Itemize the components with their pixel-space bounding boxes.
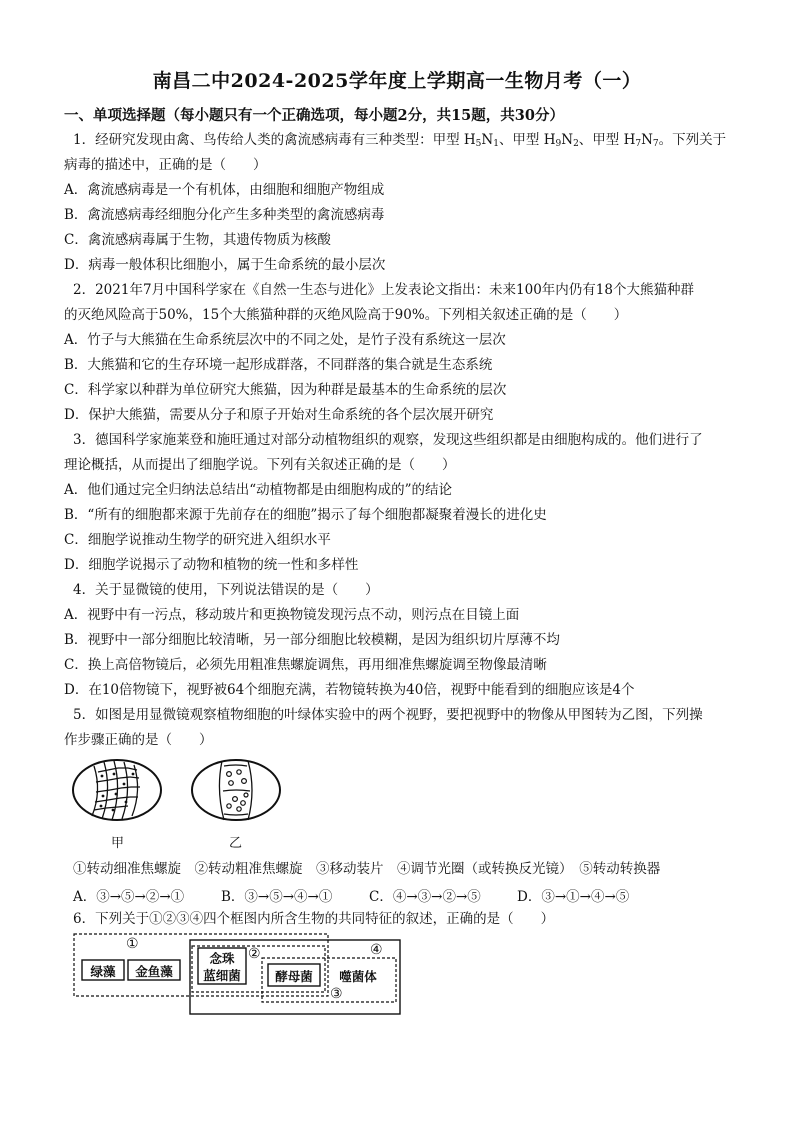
q3-option-b: B．“所有的细胞都来源于先前存在的细胞”揭示了每个细胞都凝聚着漫长的进化史	[64, 507, 547, 523]
q1-stem-line1: 1．经研究发现由禽、鸟传给人类的禽流感病毒有三种类型：甲型 $H_5N_1$、甲型 $H_9N_2$、甲型 $H_7N_7$。下列关于	[73, 132, 727, 149]
frame-number-4: ④	[370, 942, 383, 958]
frame-number-2: ②	[248, 946, 261, 962]
figure-label-yi: 乙	[229, 836, 243, 851]
organism-frame-diagram	[72, 932, 402, 1016]
q4-option-a: A．视野中有一污点，移动玻片和更换物镜发现污点不动，则污点在目镜上面	[64, 607, 520, 623]
q4-option-c: C．换上高倍物镜后，必须先用粗准焦螺旋调焦，再用细准焦螺旋调至物像最清晰	[64, 657, 547, 673]
section-heading: 一、单项选择题（每小题只有一个正确选项，每小题2分，共15题，共30分）	[64, 107, 564, 124]
label-jinyuzao: 金鱼藻	[135, 964, 173, 979]
q4-stem: 4．关于显微镜的使用，下列说法错误的是（ ）	[73, 582, 379, 598]
q5-steps: ①转动细准焦螺旋 ②转动粗准焦螺旋 ③移动装片 ④调节光圈（或转换反光镜） ⑤转动转换器	[73, 861, 661, 877]
q2-option-d: D．保护大熊猫，需要从分子和原子开始对生命系统的各个层次展开研究	[64, 407, 494, 423]
q1-stem-line2: 病毒的描述中，正确的是（ ）	[64, 157, 267, 173]
q1-option-d: D．病毒一般体积比细胞小，属于生命系统的最小层次	[64, 257, 386, 273]
label-lvzao: 绿藻	[90, 964, 116, 979]
q2-option-c: C．科学家以种群为单位研究大熊猫，因为种群是最基本的生命系统的层次	[64, 382, 507, 398]
page-title: 南昌二中2024-2025学年度上学期高一生物月考（一）	[152, 70, 642, 92]
q1-option-a: A．禽流感病毒是一个有机体，由细胞和细胞产物组成	[64, 182, 385, 198]
label-nianzhu: 念珠	[209, 951, 235, 966]
figure-label-jia: 甲	[111, 836, 125, 851]
q3-stem-line1: 3．德国科学家施莱登和施旺通过对部分动植物组织的观察，发现这些组织都是由细胞构成的。他们进行了	[73, 432, 703, 448]
q5-options	[73, 885, 713, 905]
q3-option-d: D．细胞学说揭示了动物和植物的统一性和多样性	[64, 557, 359, 573]
q6-stem: 6．下列关于①②③④四个框图内所含生物的共同特征的叙述，正确的是（ ）	[73, 911, 555, 927]
frame-number-1: ①	[126, 936, 139, 952]
q5-option-c: C．④→③→②→⑤	[369, 889, 481, 905]
q2-stem-line1: 2．2021年7月中国科学家在《自然一生态与进化》上发表论文指出：未来100年内仍有18个大熊猫种群	[73, 282, 694, 298]
q5-option-a: A．③→⑤→②→①	[73, 889, 185, 905]
label-jiaomujun: 酵母菌	[275, 969, 313, 984]
label-shijunti: 噬菌体	[339, 969, 377, 984]
q1-option-c: C．禽流感病毒属于生物，其遗传物质为核酸	[64, 232, 331, 248]
q2-stem-line2: 的灭绝风险高于50%，15个大熊猫种群的灭绝风险高于90%。下列相关叙述正确的是（ ）	[64, 307, 628, 323]
microscope-views-illustration	[72, 756, 282, 826]
q4-option-b: B．视野中一部分细胞比较清晰，另一部分细胞比较模糊，是因为组织切片厚薄不均	[64, 632, 560, 648]
q5-stem-line1: 5．如图是用显微镜观察植物细胞的叶绿体实验中的两个视野，要把视野中的物像从甲图转为乙图，下列操	[73, 707, 703, 723]
q1-option-b: B．禽流感病毒经细胞分化产生多种类型的禽流感病毒	[64, 207, 385, 223]
q3-stem-line2: 理论概括，从而提出了细胞学说。下列有关叙述正确的是（ ）	[64, 457, 456, 473]
frame-number-3: ③	[330, 986, 343, 1002]
q3-option-c: C．细胞学说推动生物学的研究进入组织水平	[64, 532, 331, 548]
q5-option-d: D．③→①→④→⑤	[517, 889, 630, 905]
q2-option-b: B．大熊猫和它的生存环境一起形成群落，不同群落的集合就是生态系统	[64, 357, 493, 373]
q5-stem-line2: 作步骤正确的是（ ）	[64, 732, 213, 748]
q5-option-b: B．③→⑤→④→①	[221, 889, 333, 905]
q4-option-d: D．在10倍物镜下，视野被64个细胞充满，若物镜转换为40倍，视野中能看到的细胞应该是4个	[64, 682, 635, 698]
label-lanxijun: 蓝细菌	[203, 968, 241, 983]
microscope-views-figure	[72, 756, 282, 851]
q3-option-a: A．他们通过完全归纳法总结出“动植物都是由细胞构成的”的结论	[64, 482, 453, 498]
q2-option-a: A．竹子与大熊猫在生命系统层次中的不同之处，是竹子没有系统这一层次	[64, 332, 506, 348]
